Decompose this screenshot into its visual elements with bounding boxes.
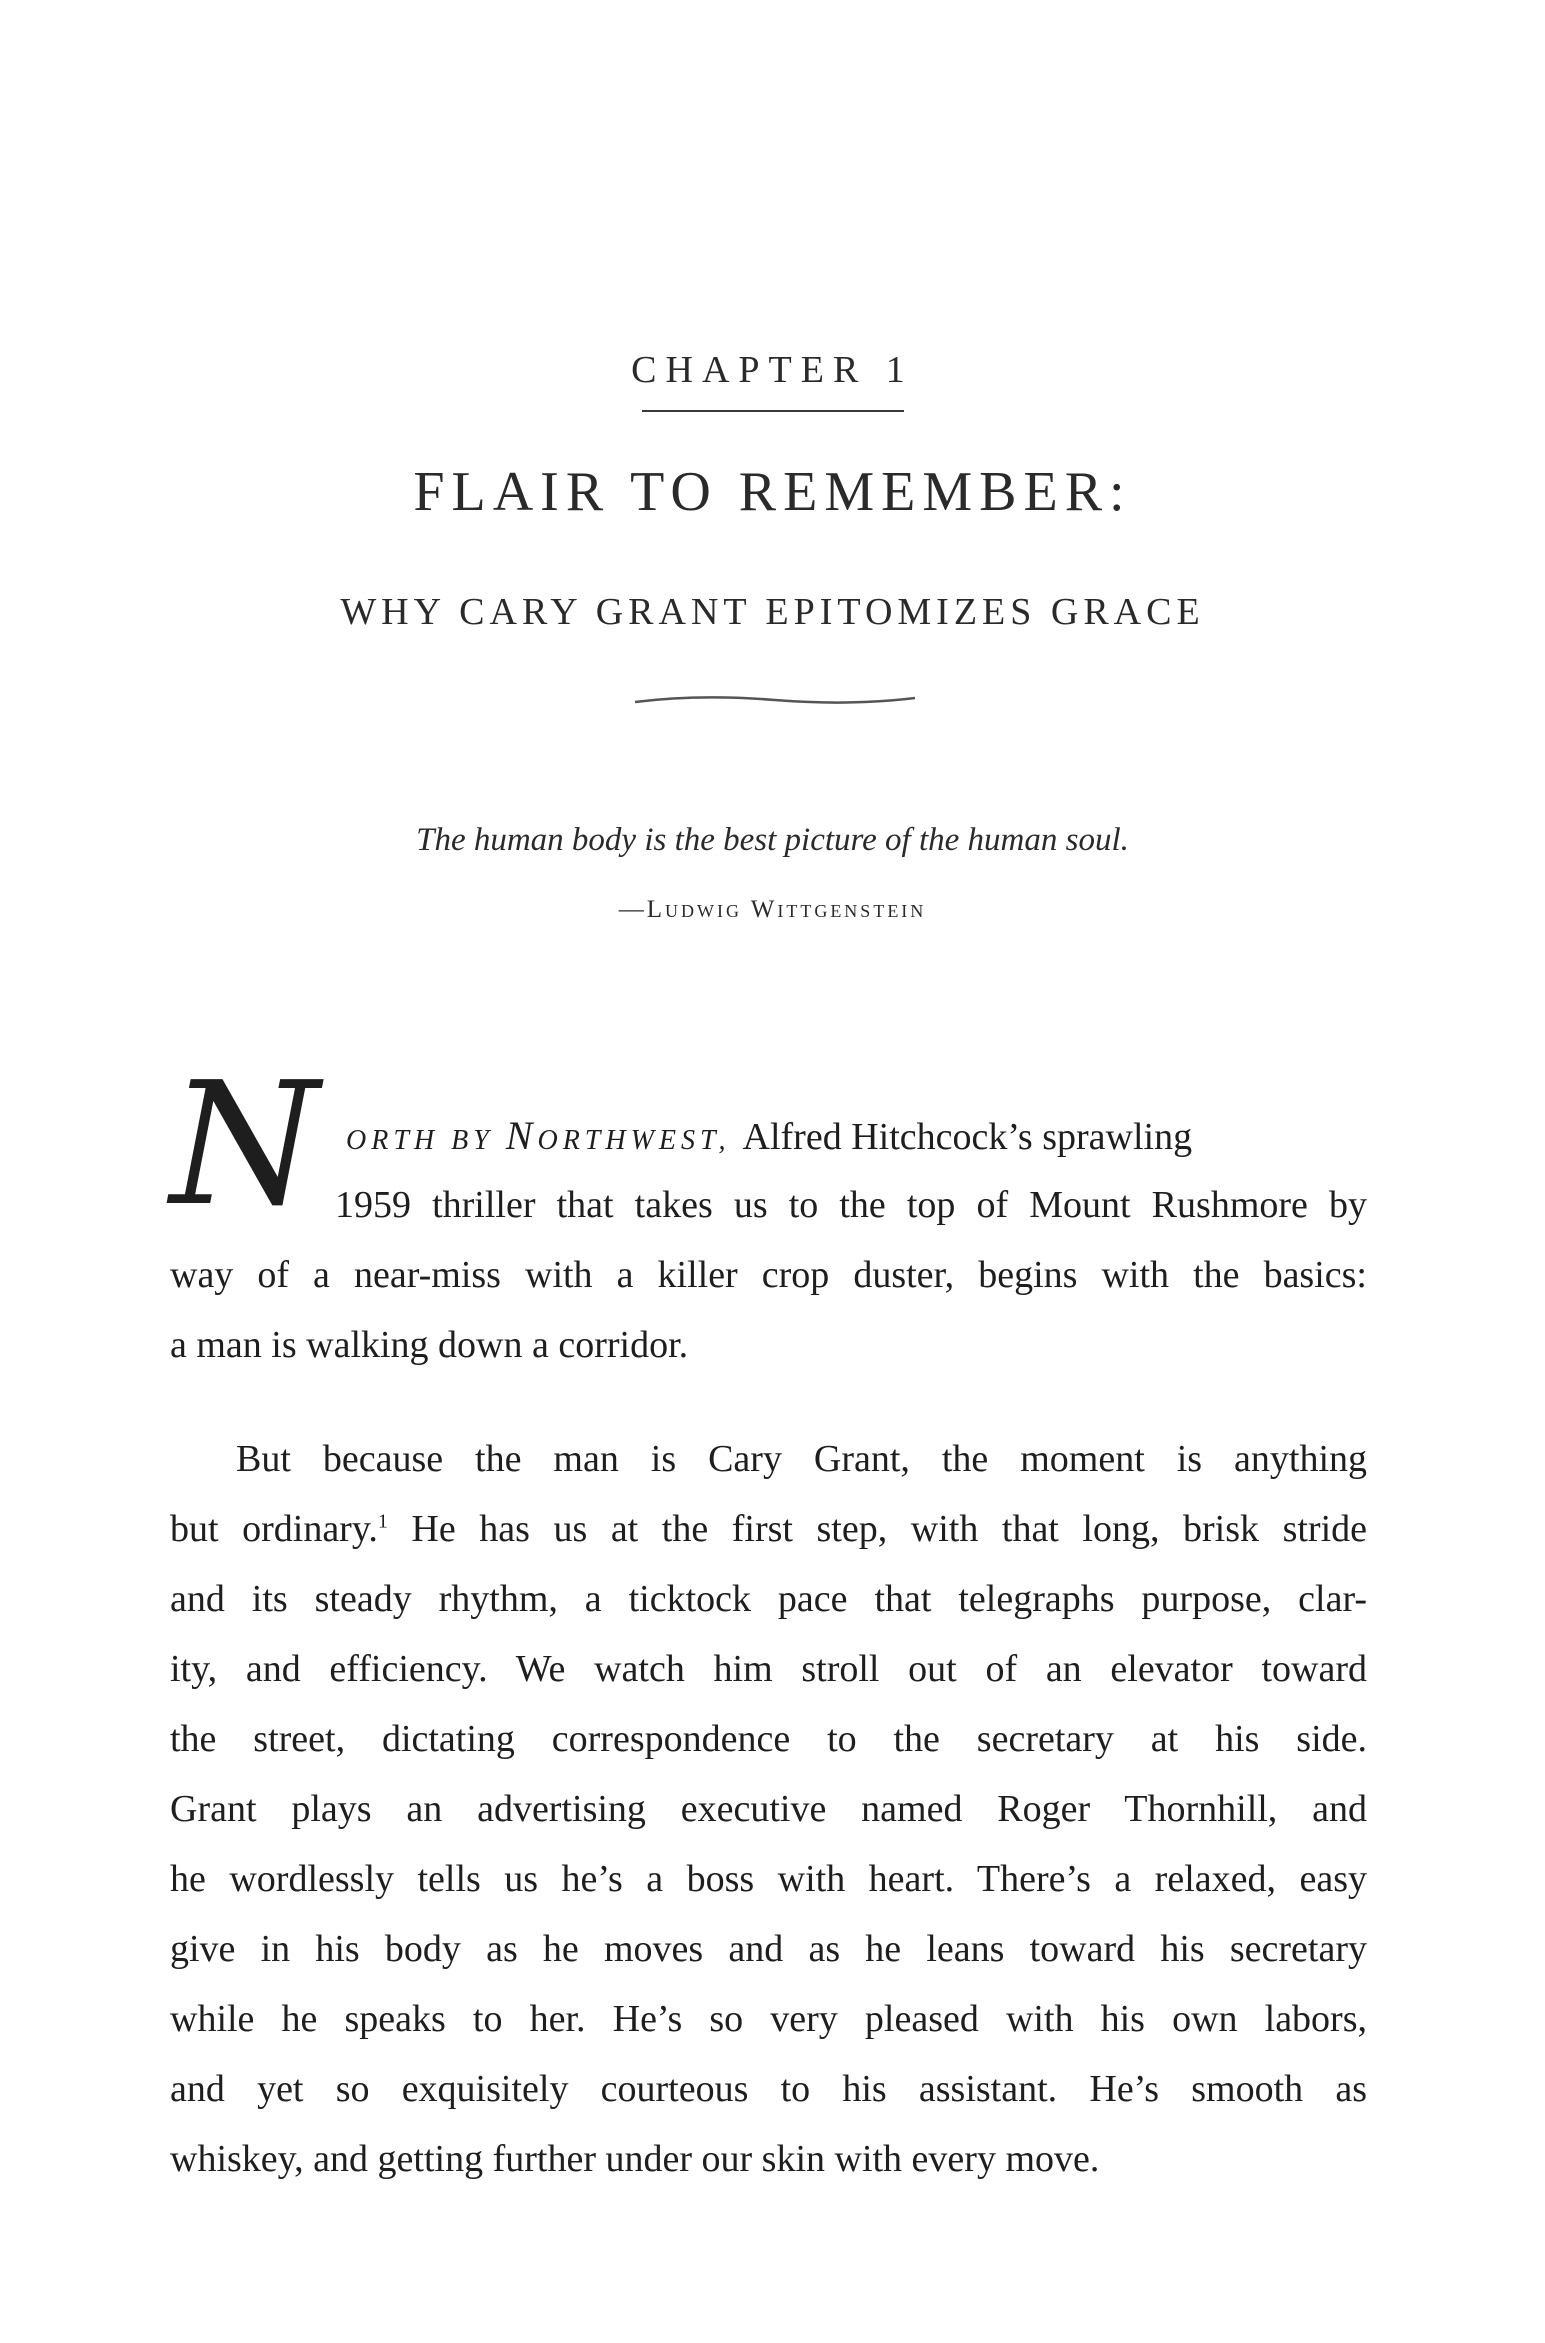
body-paragraph-2-line-10: and yet so exquisitely courteous to his assistant. He’s smooth as [170,2068,1367,2110]
opening-words-2: NORTHWEST, [505,1113,731,1158]
body-paragraph-2-line-7: he wordlessly tells us he’s a boss with heart. There’s a relaxed, easy [170,1858,1367,1900]
body-paragraph-2-line-4: ity, and efficiency. We watch him stroll out of an elevator toward [170,1648,1367,1690]
opening-small-caps [346,1113,743,1158]
body-line-2: 1959 thriller that takes us to the top of Mount Rushmore by [335,1184,1367,1226]
body-paragraph-2-line-9: while he speaks to her. He’s so very pleased with his own labors, [170,1998,1367,2040]
body-paragraph-2-line-2 [170,1510,1367,1548]
body-paragraph-2-line-3: and its steady rhythm, a ticktock pace that telegraphs purpose, clar- [170,1578,1367,1620]
chapter-label: CHAPTER 1 [631,349,914,391]
epigraph-quote: The human body is the best picture of the human soul. [416,822,1129,858]
body-paragraph-2-line-8: give in his body as he moves and as he leans toward his secretary [170,1928,1367,1970]
epigraph-attribution: —Ludwig Wittgenstein [618,896,927,923]
body-paragraph-2-line-1: But because the man is Cary Grant, the moment is anything [236,1438,1367,1480]
footnote-ref[interactable]: 1 [377,1510,388,1533]
chapter-title: FLAIR TO REMEMBER: [413,461,1132,523]
chapter-rule [642,410,904,412]
line1-rest: Alfred Hitchcock’s sprawling [742,1116,1193,1158]
body-paragraph-2-line-6: Grant plays an advertising executive named Roger Thornhill, and [170,1788,1367,1830]
body-line-3: way of a near-miss with a killer crop duster, begins with the basics: [170,1254,1367,1296]
p2-line2-start: but ordinary. [170,1508,378,1550]
dropcap-letter: N [170,1046,319,1244]
opening-words-1: ORTH BY [346,1125,494,1156]
body-line-1 [346,1113,1367,1158]
p2-line2-end: He has us at the first step, with that long, brisk stride [387,1508,1367,1550]
body-line-4: a man is walking down a corridor. [170,1324,689,1366]
ornament-flourish [630,690,920,714]
ornament-flourish-path [635,697,915,702]
body-paragraph-2-line-11: whiskey, and getting further under our skin with every move. [170,2138,1100,2180]
body-paragraph-2-line-5: the street, dictating correspondence to the secretary at his side. [170,1718,1367,1760]
chapter-subtitle: WHY CARY GRANT EPITOMIZES GRACE [340,591,1205,633]
